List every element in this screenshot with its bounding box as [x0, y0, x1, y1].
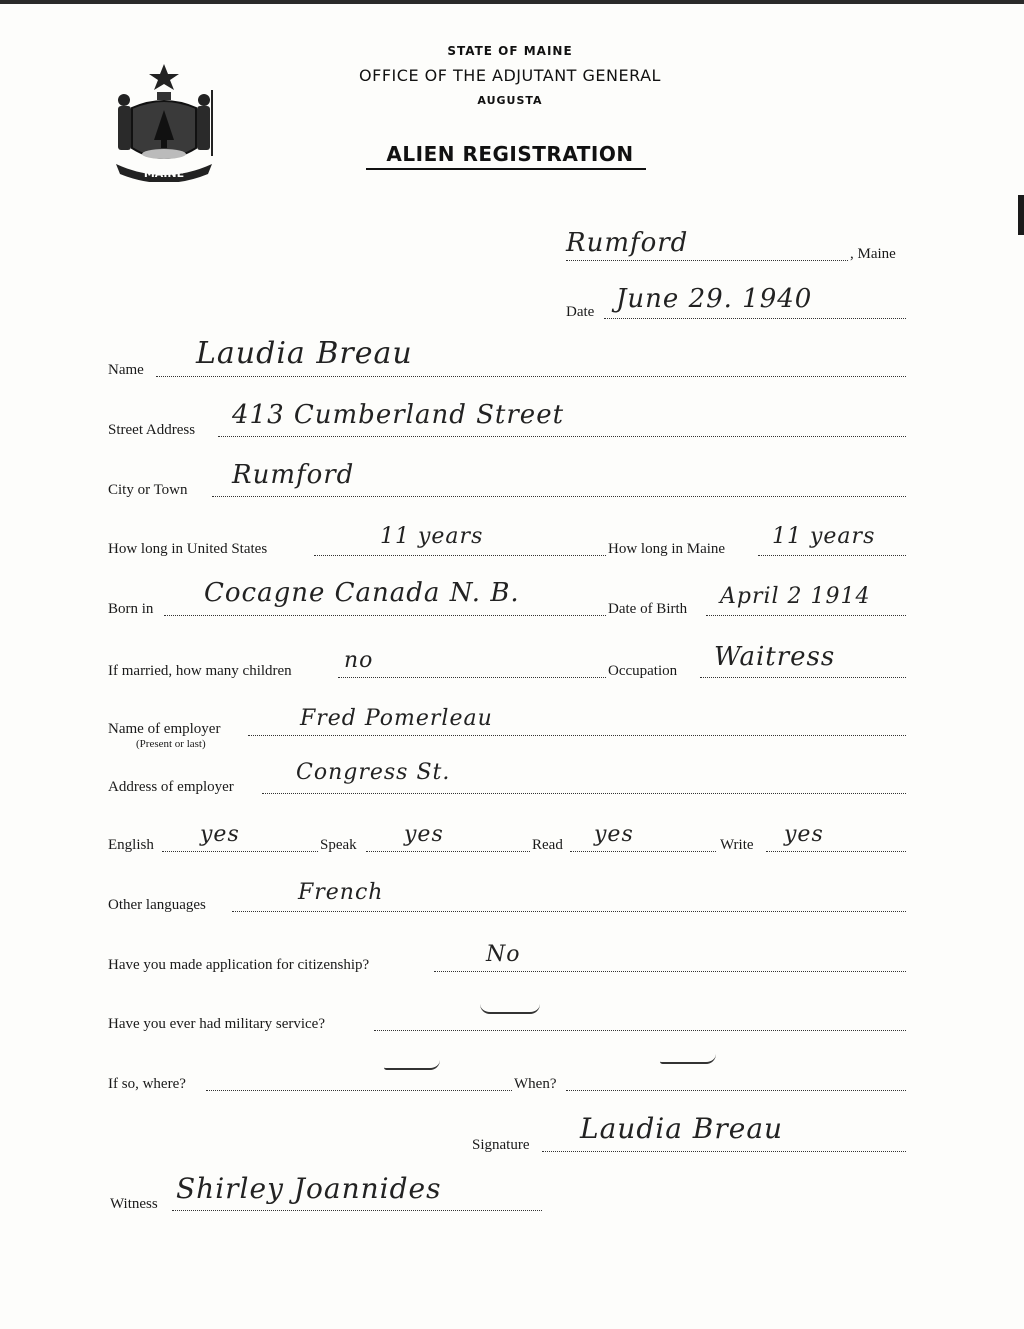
read-label: Read — [532, 837, 563, 853]
street-label: Street Address — [108, 422, 196, 438]
born-dotted-line — [164, 615, 606, 616]
read-dotted-line — [570, 851, 716, 852]
us-duration-value: 11 years — [380, 524, 484, 549]
date-dotted-line — [604, 318, 906, 319]
children-label: If married, how many children — [108, 663, 292, 679]
speak-dotted-line — [366, 851, 530, 852]
form-title: ALIEN REGISTRATION — [386, 142, 634, 166]
occupation-value: Waitress — [714, 642, 836, 672]
street-dotted-line — [218, 436, 906, 437]
maine-label: , Maine — [850, 246, 896, 262]
where-label: If so, where? — [108, 1076, 186, 1092]
english-label: English — [108, 837, 154, 853]
when-label: When? — [514, 1076, 557, 1092]
signature-label: Signature — [472, 1137, 530, 1153]
town-dotted-line — [566, 260, 848, 261]
state-heading: STATE OF MAINE — [447, 44, 573, 58]
speak-value: yes — [404, 822, 444, 847]
office-heading: OFFICE OF THE ADJUTANT GENERAL — [359, 66, 661, 85]
name-value: Laudia Breau — [196, 336, 413, 371]
employer-sublabel: (Present or last) — [136, 738, 206, 750]
occupation-dotted-line — [700, 677, 906, 678]
where-dash-mark — [384, 1060, 440, 1070]
children-dotted-line — [338, 677, 606, 678]
other-languages-value: French — [298, 880, 384, 905]
name-label: Name — [108, 362, 144, 378]
dob-value: April 2 1914 — [720, 584, 871, 609]
military-dash-mark — [480, 1004, 540, 1014]
employer-address-label: Address of employer — [108, 779, 234, 795]
citizenship-label: Have you made application for citizenship? — [108, 957, 370, 973]
employer-dotted-line — [248, 735, 906, 736]
city-value: Rumford — [232, 460, 355, 490]
employer-label: Name of employer — [108, 721, 221, 737]
maine-duration-value: 11 years — [772, 524, 876, 549]
other-languages-dotted-line — [232, 911, 906, 912]
military-dotted-line — [374, 1030, 906, 1031]
signature-dotted-line — [542, 1151, 906, 1152]
scan-edge-top — [0, 0, 1024, 4]
city-dotted-line — [212, 496, 906, 497]
signature-value: Laudia Breau — [580, 1112, 784, 1145]
where-dotted-line — [206, 1090, 512, 1091]
us-duration-label: How long in United States — [108, 541, 268, 557]
maine-duration-label: How long in Maine — [608, 541, 726, 557]
street-value: 413 Cumberland Street — [232, 400, 565, 430]
when-dotted-line — [566, 1090, 906, 1091]
title-underline — [366, 168, 646, 170]
write-dotted-line — [766, 851, 906, 852]
employer-value: Fred Pomerleau — [300, 706, 493, 731]
dob-label: Date of Birth — [608, 601, 688, 617]
born-label: Born in — [108, 601, 154, 617]
children-value: no — [344, 648, 374, 673]
citizenship-value: No — [486, 942, 521, 967]
witness-dotted-line — [172, 1210, 542, 1211]
witness-label: Witness — [110, 1196, 158, 1212]
dob-dotted-line — [706, 615, 906, 616]
when-dash-mark — [660, 1054, 716, 1064]
employer-address-value: Congress St. — [296, 760, 451, 785]
occupation-label: Occupation — [608, 663, 678, 679]
scan-edge-right — [1018, 195, 1024, 235]
write-label: Write — [720, 837, 754, 853]
maine-duration-dotted-line — [758, 555, 906, 556]
military-label: Have you ever had military service? — [108, 1016, 325, 1032]
date-value: June 29. 1940 — [616, 284, 813, 314]
english-dotted-line — [162, 851, 318, 852]
write-value: yes — [784, 822, 824, 847]
city-label: City or Town — [108, 482, 188, 498]
witness-value: Shirley Joannides — [176, 1172, 442, 1205]
town-value: Rumford — [566, 228, 689, 258]
city-heading: AUGUSTA — [477, 94, 543, 107]
citizenship-dotted-line — [434, 971, 906, 972]
seal-banner-text: MAINE — [143, 167, 185, 180]
name-dotted-line — [156, 376, 906, 377]
employer-address-dotted-line — [262, 793, 906, 794]
us-duration-dotted-line — [314, 555, 606, 556]
maine-state-seal-icon — [108, 60, 220, 182]
born-value: Cocagne Canada N. B. — [204, 578, 520, 608]
other-languages-label: Other languages — [108, 897, 206, 913]
date-label: Date — [566, 304, 595, 320]
read-value: yes — [594, 822, 634, 847]
speak-label: Speak — [320, 837, 357, 853]
english-value: yes — [200, 822, 240, 847]
